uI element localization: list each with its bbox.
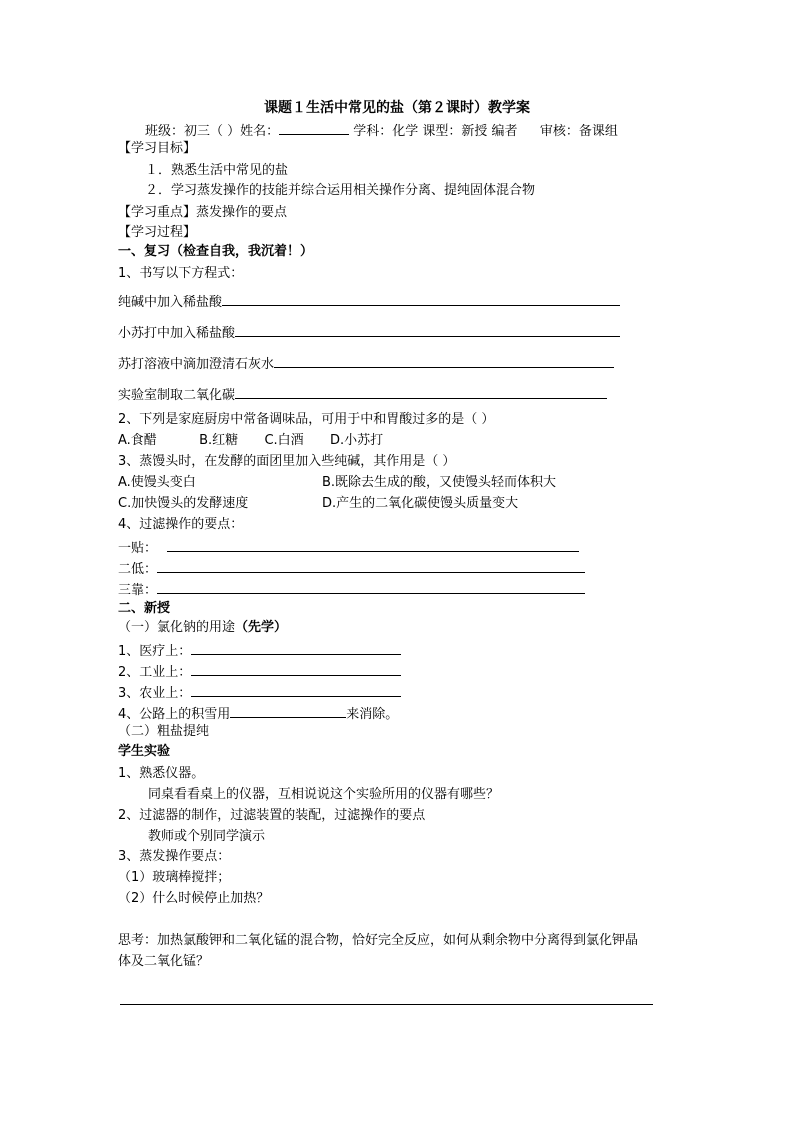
filter-point-blank[interactable] <box>167 538 579 552</box>
sub-heading-emphasis: （先学） <box>235 620 288 635</box>
think-question: 思考：加热氯酸钾和二氧化锰的混合物，恰好完全反应，如何从剩余物中分离得到氯化钾晶 <box>118 933 639 948</box>
page-title: 课题１生活中常见的盐（第２课时）教学案 <box>264 100 530 116</box>
sub-heading-1 <box>118 620 287 636</box>
filter-point-label: 三靠： <box>118 583 158 598</box>
use-row <box>118 641 401 660</box>
question-4: 4、过滤操作的要点： <box>118 517 244 532</box>
equation-blank[interactable] <box>274 354 614 368</box>
q2-options <box>118 433 383 449</box>
filter-point-label: 二低： <box>118 562 158 577</box>
filter-point-row <box>118 559 585 578</box>
new-heading: 二、新授 <box>118 601 171 616</box>
key-point: 【学习重点】蒸发操作的要点 <box>118 205 288 220</box>
option: C.白酒 <box>264 433 304 448</box>
option: A.食醋 <box>118 433 157 448</box>
answer-line[interactable] <box>120 1004 653 1005</box>
option: C.加快馒头的发酵速度 <box>118 496 249 511</box>
equation-blank[interactable] <box>235 323 620 337</box>
info-line <box>145 121 618 140</box>
option: A.使馒头变白 <box>118 475 196 490</box>
lab-step-item: （1）玻璃棒搅拌； <box>118 870 231 885</box>
equation-row <box>118 292 620 311</box>
think-question-cont: 体及二氧化锰？ <box>118 954 210 969</box>
equation-blank[interactable] <box>235 385 607 399</box>
option: D.产生的二氧化碳使馒头质量变大 <box>322 496 519 511</box>
question-1: 1、书写以下方程式： <box>118 266 244 281</box>
process-heading: 【学习过程】 <box>118 225 197 240</box>
question-2: 2、下列是家庭厨房中常备调味品，可用于中和胃酸过多的是（ ） <box>118 412 495 427</box>
review-heading: 一、复习（检查自我，我沉着！） <box>118 244 314 259</box>
filter-point-row <box>118 538 579 557</box>
use-blank[interactable] <box>191 683 401 697</box>
question-3: 3、蒸馒头时，在发酵的面团里加入些纯碱，其作用是（ ） <box>118 454 456 469</box>
equation-row <box>118 385 607 404</box>
use-blank[interactable] <box>230 704 346 718</box>
equation-label: 纯碱中加入稀盐酸 <box>118 295 223 310</box>
goals-heading: 【学习目标】 <box>118 141 197 156</box>
filter-point-row <box>118 580 585 599</box>
use-blank[interactable] <box>191 662 401 676</box>
equation-row <box>118 354 614 373</box>
sub-heading-2: （二）粗盐提纯 <box>118 724 210 739</box>
filter-point-label: 一贴： <box>118 541 158 556</box>
class-name-label: 班级：初三（ ）姓名： <box>145 124 280 139</box>
use-row <box>118 704 398 723</box>
review-info: 审核：备课组 <box>539 124 618 139</box>
use-blank[interactable] <box>191 641 401 655</box>
option: B.既除去生成的酸，又使馒头轻而体积大 <box>322 475 557 490</box>
option: D.小苏打 <box>329 433 384 448</box>
lab-step-detail: 同桌看看桌上的仪器，互相说说这个实验所用的仪器有哪些？ <box>148 787 500 802</box>
use-row <box>118 662 401 681</box>
use-row <box>118 683 401 702</box>
lab-heading: 学生实验 <box>118 744 171 759</box>
equation-label: 小苏打中加入稀盐酸 <box>118 326 236 341</box>
lab-step: 2、过滤器的制作，过滤装置的装配，过滤操作的要点 <box>118 808 426 823</box>
filter-point-blank[interactable] <box>157 580 585 594</box>
name-blank[interactable] <box>279 121 349 135</box>
goal-item: １．熟悉生活中常见的盐 <box>145 163 289 178</box>
lab-step: 1、熟悉仪器。 <box>118 766 205 781</box>
use-label: 1、医疗上： <box>118 644 192 659</box>
lab-step-item: （2）什么时候停止加热？ <box>118 891 270 906</box>
sub-heading-text: （一）氯化钠的用途 <box>118 620 236 635</box>
lab-step-detail: 教师或个别同学演示 <box>148 829 266 844</box>
equation-label: 苏打溶液中滴加澄清石灰水 <box>118 357 275 372</box>
goal-item: ２．学习蒸发操作的技能并综合运用相关操作分离、提纯固体混合物 <box>145 183 536 198</box>
equation-blank[interactable] <box>222 292 620 306</box>
option: B.红糖 <box>199 433 239 448</box>
use-label: 4、公路上的积雪用 <box>118 707 231 722</box>
equation-row <box>118 323 620 342</box>
use-suffix: 来消除。 <box>346 707 399 722</box>
filter-point-blank[interactable] <box>157 559 585 573</box>
lab-step: 3、蒸发操作要点： <box>118 849 231 864</box>
use-label: 3、农业上： <box>118 686 192 701</box>
equation-label: 实验室制取二氧化碳 <box>118 388 236 403</box>
use-label: 2、工业上： <box>118 665 192 680</box>
subject-info: 学科：化学 课型：新授 编者 <box>353 124 518 139</box>
